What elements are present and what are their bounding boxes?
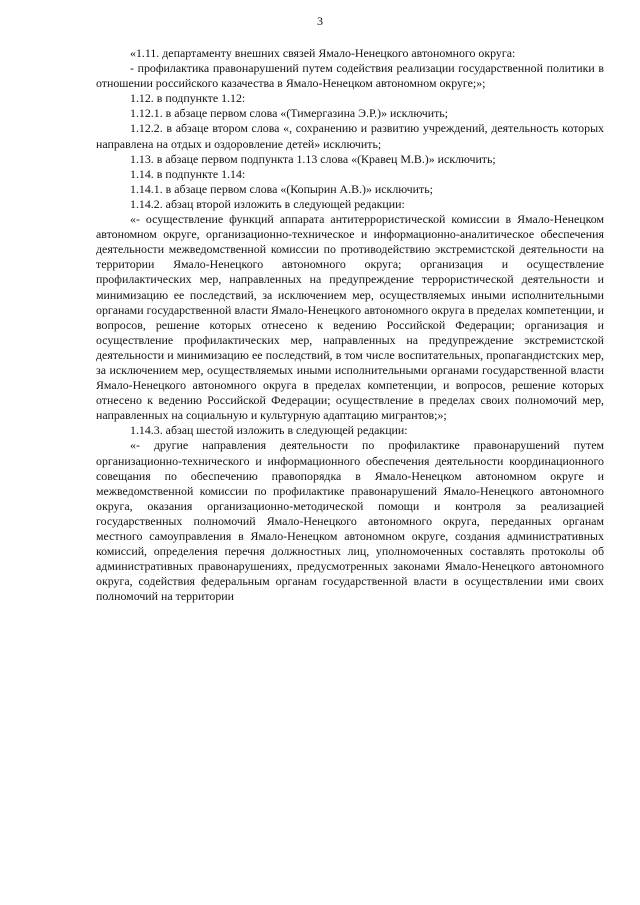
paragraph-1-12-2: 1.12.2. в абзаце втором слова «, сохранению и развитию учреждений, деятельность которых направлена на отдых и оздоровление детей» исключить;	[96, 121, 604, 151]
paragraph-1-14: 1.14. в подпункте 1.14:	[130, 166, 246, 181]
paragraph-1-14-3: 1.14.3. абзац шестой изложить в следующей редакции:	[130, 423, 408, 438]
paragraph-1-14-1: 1.14.1. в абзаце первом слова «(Копырин А.В.)» исключить;	[130, 181, 433, 196]
paragraph-1-14-2: 1.14.2. абзац второй изложить в следующей редакции:	[130, 196, 405, 211]
paragraph-1-11: «1.11. департаменту внешних связей Ямало-Ненецкого автономного округа:	[130, 46, 516, 60]
paragraph-1-12-1: 1.12.1. в абзаце первом слова «(Тимергазина Э.Р.)» исключить;	[130, 106, 449, 121]
paragraph-other-directions: «- другие направления деятельности по профилактике правонарушений путем организационно-технического и информационного обеспечения деятельности координационного совещания по обеспечению правопорядка в Ямало-Ненецком автономном округе и межведомственной комиссии по профилактике правонарушений Ямало-Ненецкого автономного округа, оказания организационно-методической помощи и контроля за реализацией государственных полномочий Ямало-Ненецкого автономного округа, переданных органам местного самоуправления в Ямало-Ненецком автономном округе, создания административных комиссий, определения перечня должностных лиц, уполномоченных составлять протоколы об административных правонарушениях, предусмотренных законами Ямало-Ненецкого автономного округа, содействия федеральным органам государственной власти в осуществлении ими своих полномочий на территории	[96, 438, 604, 604]
document-body	[96, 46, 604, 604]
paragraph-1-12: 1.12. в подпункте 1.12:	[130, 91, 246, 106]
paragraph-cossacks-prevention: - профилактика правонарушений путем содействия реализации государственной политики в отношении российского казачества в Ямало-Ненецком автономном округе;»;	[96, 61, 604, 91]
paragraph-antiterrorism-functions: «- осуществление функций аппарата антитеррористической комиссии в Ямало-Ненецком автономном округе, организационно-техническое и информационно-аналитическое обеспечения деятельности межведомственной комиссии по противодействию экстремистской деятельности на территории Ямало-Ненецкого автономного округа; организация и осуществление профилактических мер, направленных на предупреждение террористической деятельности и минимизацию ее последствий, за исключением мер, осуществляемых иными исполнительными органами государственной власти Ямало-Ненецкого автономного округа в пределах компетенции, и вопросов, решение которых отнесено к ведению Российской Федерации; организация и осуществление профилактических мер, направленных на предупреждение экстремистской деятельности и минимизацию ее последствий, в том числе воспитательных, пропагандистских мер, за исключением мер, осуществляемых иными исполнительными органами государственной власти Ямало-Ненецкого автономного округа в пределах компетенции, и вопросов, решение которых отнесено к ведению Российской Федерации; осуществление в пределах своих полномочий мер, направленных на социальную и культурную адаптацию мигрантов;»;	[96, 212, 604, 423]
paragraph-1-13: 1.13. в абзаце первом подпункта 1.13 слова «(Кравец М.В.)» исключить;	[130, 151, 496, 166]
page-number: 3	[317, 14, 323, 28]
